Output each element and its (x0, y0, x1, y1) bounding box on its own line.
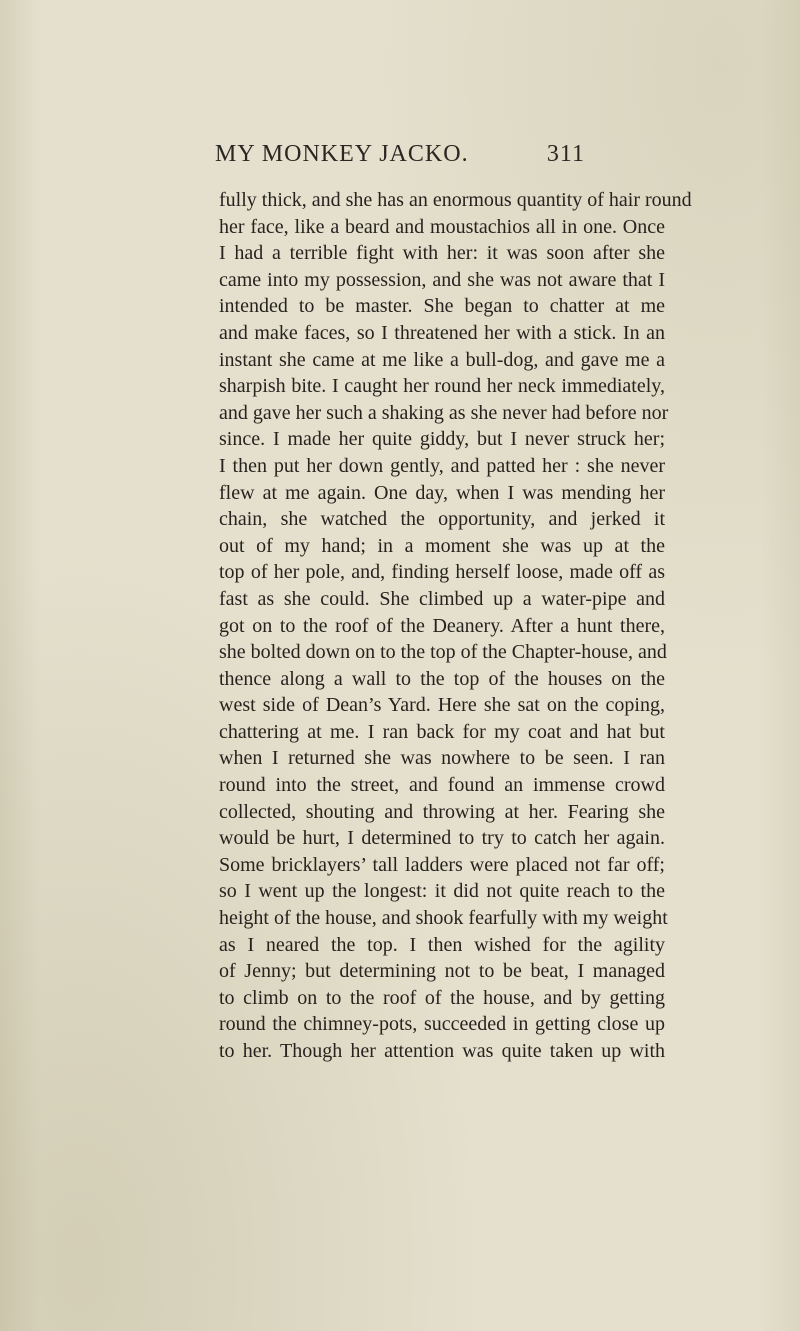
text-line: I had a terrible fight with her: it was soon after she (219, 242, 665, 265)
text-line: Some bricklayers’ tall ladders were placed not far off; (219, 853, 665, 876)
text-line: fully thick, and she has an enormous quantity of hair round (219, 189, 692, 211)
text-line: height of the house, and shook fearfully with my weight (219, 907, 668, 930)
text-line: to her. Though her attention was quite taken up with (219, 1040, 665, 1062)
text-line: she bolted down on to the top of the Chapter-house, and (219, 641, 667, 664)
text-line: fast as she could. She climbed up a water-pipe and (219, 587, 665, 610)
text-line: round the chimney-pots, succeeded in getting close up (219, 1013, 665, 1036)
text-line: since. I made her quite giddy, but I never struck her; (219, 428, 665, 451)
text-line: collected, shouting and throwing at her. Fearing she (219, 800, 665, 823)
text-line: flew at me again. One day, when I was mending her (219, 481, 665, 504)
running-title: MY MONKEY JACKO. (215, 141, 469, 167)
running-head (215, 141, 585, 175)
text-line: as I neared the top. I then wished for the agility (219, 933, 665, 956)
text-line: so I went up the longest: it did not quite reach to the (219, 880, 665, 903)
text-line: to climb on to the roof of the house, and by getting (219, 986, 665, 1009)
text-line: west side of Dean’s Yard. Here she sat on the coping, (219, 694, 665, 717)
text-line: top of her pole, and, finding herself loose, made off as (219, 561, 665, 584)
text-line: and gave her such a shaking as she never had before nor (219, 401, 669, 424)
page-number: 311 (546, 141, 585, 167)
text-line: instant she came at me like a bull-dog, and gave me a (219, 348, 665, 371)
text-line: when I returned she was nowhere to be seen. I ran (219, 747, 665, 770)
text-line: chain, she watched the opportunity, and jerked it (219, 508, 665, 531)
text-line: came into my possession, and she was not aware that I (219, 268, 665, 291)
text-line: her face, like a beard and moustachios all in one. Once (219, 215, 665, 238)
text-line: I then put her down gently, and patted her : she never (219, 454, 665, 477)
body-text (219, 187, 692, 1065)
text-line: would be hurt, I determined to try to catch her again. (219, 827, 665, 850)
text-line: chattering at me. I ran back for my coat and hat but (219, 720, 665, 743)
text-line: thence along a wall to the top of the houses on the (219, 667, 665, 690)
text-line: out of my hand; in a moment she was up at the (219, 534, 665, 557)
text-line: round into the street, and found an immense crowd (219, 774, 665, 797)
text-line: and make faces, so I threatened her with a stick. In an (219, 321, 665, 344)
text-line: sharpish bite. I caught her round her neck immediately, (219, 375, 665, 398)
text-line: got on to the roof of the Deanery. After a hunt there, (219, 614, 665, 637)
text-line: of Jenny; but determining not to be beat, I managed (219, 960, 665, 983)
text-line: intended to be master. She began to chatter at me (219, 295, 665, 318)
